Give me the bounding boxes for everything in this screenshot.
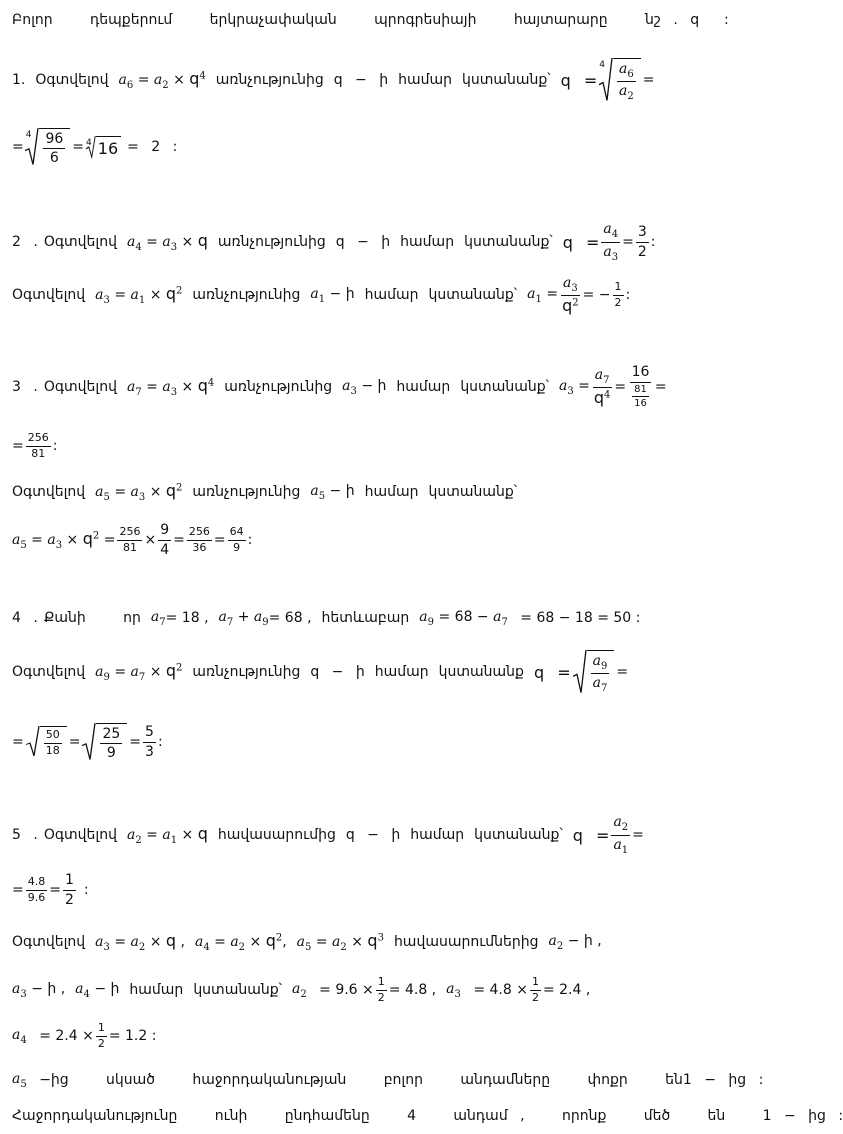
label-we-get: կստանանք՝	[474, 827, 563, 843]
fraction-64-9: $\frac{64}{9}$	[229, 524, 244, 554]
item-number-5: 5 .	[12, 827, 38, 843]
q-symbol: q =	[560, 70, 598, 90]
label-for: համար	[396, 379, 451, 395]
fraction-5-3: $\frac{5}{3}$	[145, 724, 154, 760]
label-since: Քանի որ	[43, 610, 141, 626]
item-5-line-3: Օգտվելով $a_3 = a_2 \times q$ , $a_4 = a_2 \times q^2$, $a_5 = a_2 \times q^3$ հավասարումներից $a_2$ − ի ,	[12, 931, 602, 953]
item-number-1: 1.	[12, 72, 26, 88]
formula-a4: $a_4 = a_3 \times q$	[126, 231, 208, 253]
item-1-line-2: = 4 $\frac{96}{6}$ = 4 16 = 2 :	[12, 129, 178, 166]
item-3-line-2: = $\frac{256}{81}$ :	[12, 430, 58, 460]
item-number-2: 2 .	[12, 234, 38, 250]
label-using: Օգտվելով	[43, 234, 117, 250]
intro-line	[12, 12, 729, 28]
item-4-line-3: = $\frac{50}{18}$ = $\frac{25}{9}$ = $\frac{5}{3}$ :	[12, 724, 163, 761]
fraction-a7-q4: $\frac{a_7}{q^4}$	[593, 366, 611, 407]
formula-a5: $a_5 = a_3 \times q^2$	[95, 481, 183, 503]
label-we-get: կստանանք՝	[428, 484, 518, 500]
label-from-formula: առնչությունից	[215, 72, 324, 88]
label-we-get: կստանանք՝	[460, 379, 549, 395]
fraction-16-81-16: $\frac{16}{\frac{81}{16}}$	[631, 364, 650, 410]
label-using: Օգտվելով	[35, 72, 109, 88]
label-a3-h: $a_3$ − ի	[342, 377, 387, 397]
label-we-get: կստանանք	[438, 664, 524, 680]
item-3-line-4: $a_5 = a_3 \times q^2$ = $\frac{256}{81}$ × $\frac{9}{4}$ = $\frac{256}{36}$ = $\frac{64}{9}$ :	[12, 522, 253, 558]
item-5-line-5: $a_4$ = 2.4 × $\frac{1}{2}$ = 1.2 :	[12, 1020, 157, 1050]
formula-a6: $a_6 = a_2 \times q^4$	[118, 69, 206, 91]
label-using: Օգտվելով	[43, 827, 117, 843]
label-for: համար	[364, 287, 419, 303]
label-from-formula: առնչությունից	[192, 484, 301, 500]
label-therefore: հետևաբար	[321, 610, 410, 626]
item-4-line-2: Օգտվելով $a_9 = a_7 \times q^2$ առնչությունից q − ի համար կստանանք q = $\frac{a_9}{a_7}$ =	[12, 650, 693, 694]
fourth-root: 4 $\frac{a_6}{a_2}$	[599, 58, 640, 103]
label-for: համար	[410, 827, 465, 843]
fraction-256-81: $\frac{256}{81}$	[27, 430, 49, 460]
closing-line-2: Հաջորդականությունը ունի ընդհամենը 4 անդամ , որոնք մեծ են 1 − ից :	[12, 1108, 843, 1124]
label-using: Օգտվելով	[12, 934, 86, 950]
label-q-h: q − ի	[310, 664, 365, 680]
label-we-get: կստանանք՝	[462, 72, 551, 88]
item-5-line-4: $a_3$ − ի , $a_4$ − ի համար կստանանք՝ $a_2$ = 9.6 × $\frac{1}{2}$ = 4.8 , $a_3$ = 4.8 × $\frac{1}{2}$ = 2.4 ,	[12, 974, 591, 1004]
value-96: 96	[43, 131, 65, 149]
label-for: համար	[374, 664, 429, 680]
label-using: Օգտվելով	[12, 664, 86, 680]
label-q-h: q − ի	[345, 827, 401, 843]
sqrt-25-9: $\frac{25}{9}$	[82, 723, 127, 761]
item-5-line-1: 5 . Օգտվելով $a_2 = a_1 \times q$ հավասարումից q − ի համար կստանանք՝ q = $\frac{a_2}{a_1}$ =	[12, 814, 644, 856]
label-we-get: կստանանք՝	[464, 234, 553, 250]
label-we-get: կստանանք՝	[193, 982, 282, 998]
fraction-a3-q2: $\frac{a_3}{q^2}$	[562, 274, 579, 315]
formula-a7: $a_7 = a_3 \times q^4$	[126, 376, 215, 398]
label-for: համար	[364, 484, 419, 500]
label-from-equality: հավասարումից	[217, 827, 336, 843]
formula-a9: $a_9 = a_7 \times q^2$	[95, 661, 183, 683]
item-5-line-2: = $\frac{4.8}{9.6}$ = $\frac{1}{2}$ :	[12, 872, 89, 908]
label-using: Օգտվելով	[43, 379, 117, 395]
label-from-equalities: հավասարումներից	[393, 934, 539, 950]
fourth-root-16: 4 16	[86, 136, 121, 158]
formula-a2: $a_2 = a_1 \times q$	[126, 824, 208, 846]
label-from-formula: առնչությունից	[224, 379, 333, 395]
fraction-256-81b: $\frac{256}{81}$	[119, 524, 141, 554]
item-4-line-1: 4 . Քանի որ $a_7$ = 18 , $a_7 + a_9$ = 68 , հետևաբար $a_9 = 68 - a_7$ = 68 − 18 = 50 :	[12, 608, 641, 628]
value-6: 6	[49, 150, 59, 166]
fraction-a4-a3: $\frac{a_4}{a_3}$	[603, 221, 619, 263]
item-number-4: 4 .	[12, 610, 38, 626]
item-2-line-1: 2 . Օգտվելով $a_4 = a_3 \times q$ առնչությունից q − ի համար կստանանք՝ q = $\frac{a_4}{a_3}$ = $\frac{3}{2}$ :	[12, 221, 656, 263]
label-for: համար	[400, 234, 455, 250]
value-16: 16	[96, 136, 121, 158]
fraction-1-2b: $\frac{1}{2}$	[64, 872, 74, 908]
label-a1-h: $a_1$ − ի	[310, 285, 355, 305]
item-1-line-1: 1. Օգտվելով $a_6 = a_2 \times q^4$ առնչությունից q − ի համար կստանանք՝ q = 4 $\frac{a_6}{a_2}$ =	[12, 59, 655, 102]
item-2-line-2: Օգտվելով $a_3 = a_1 \times q^2$ առնչությունից $a_1$ − ի համար կստանանք՝ $a_1$ = $\frac{a_3}{q^2}$ = − $\frac{1}{2}$ :	[12, 274, 631, 315]
fraction-9-4: $\frac{9}{4}$	[160, 522, 170, 558]
label-using: Օգտվելով	[12, 287, 86, 303]
item-number-3: 3 .	[12, 379, 38, 395]
fraction-3-2: $\frac{3}{2}$	[637, 224, 647, 260]
fraction-48-96: $\frac{4.8}{9.6}$	[27, 874, 46, 904]
result-2: = 2 :	[127, 139, 178, 155]
fraction-256-36: $\frac{256}{36}$	[188, 524, 210, 554]
fourth-root-96-6: 4 $\frac{96}{6}$	[26, 128, 71, 166]
fraction-a2-a1: $\frac{a_2}{a_1}$	[613, 814, 629, 856]
fraction-1-2: $\frac{1}{2}$	[614, 279, 622, 309]
sqrt-a9-a7: $\frac{a_9}{a_7}$	[573, 650, 615, 695]
item-3-line-3	[12, 480, 693, 504]
label-for: համար	[398, 72, 452, 88]
formula-a3: $a_3 = a_1 \times q^2$	[95, 284, 183, 306]
label-using: Օգտվելով	[12, 484, 86, 500]
item-3-line-1: 3 . Օգտվելով $a_7 = a_3 \times q^4$ առնչությունից $a_3$ − ի համար կստանանք՝ $a_3$ = $\frac{a_7}{q^4}$ = $\frac{16}{\frac{81}{16}}$ =	[12, 364, 667, 410]
label-a5-h: $a_5$ − ի	[310, 482, 355, 502]
label-we-get: կստանանք՝	[428, 287, 518, 303]
fraction-a6-a2: $\frac{a_6}{a_2}$	[619, 60, 634, 102]
label-from-formula: առնչությունից	[192, 287, 301, 303]
label-for: համար	[129, 982, 184, 998]
sqrt-50-18: $\frac{50}{18}$	[26, 726, 67, 757]
intro-text: Բոլոր դեպքերում երկրաչափական պրոգրեսիայի հայտարարը նշ . q :	[12, 12, 729, 28]
closing-line-1: $a_5$ −ից սկսած հաջորդականության բոլոր անդամները փոքր են 1 − ից :	[12, 1070, 764, 1090]
label-from-formula: առնչությունից	[217, 234, 326, 250]
label-from-formula: առնչությունից	[192, 664, 301, 680]
label-q-h: q − ի	[333, 72, 389, 88]
label-q-h: q − ի	[335, 234, 391, 250]
